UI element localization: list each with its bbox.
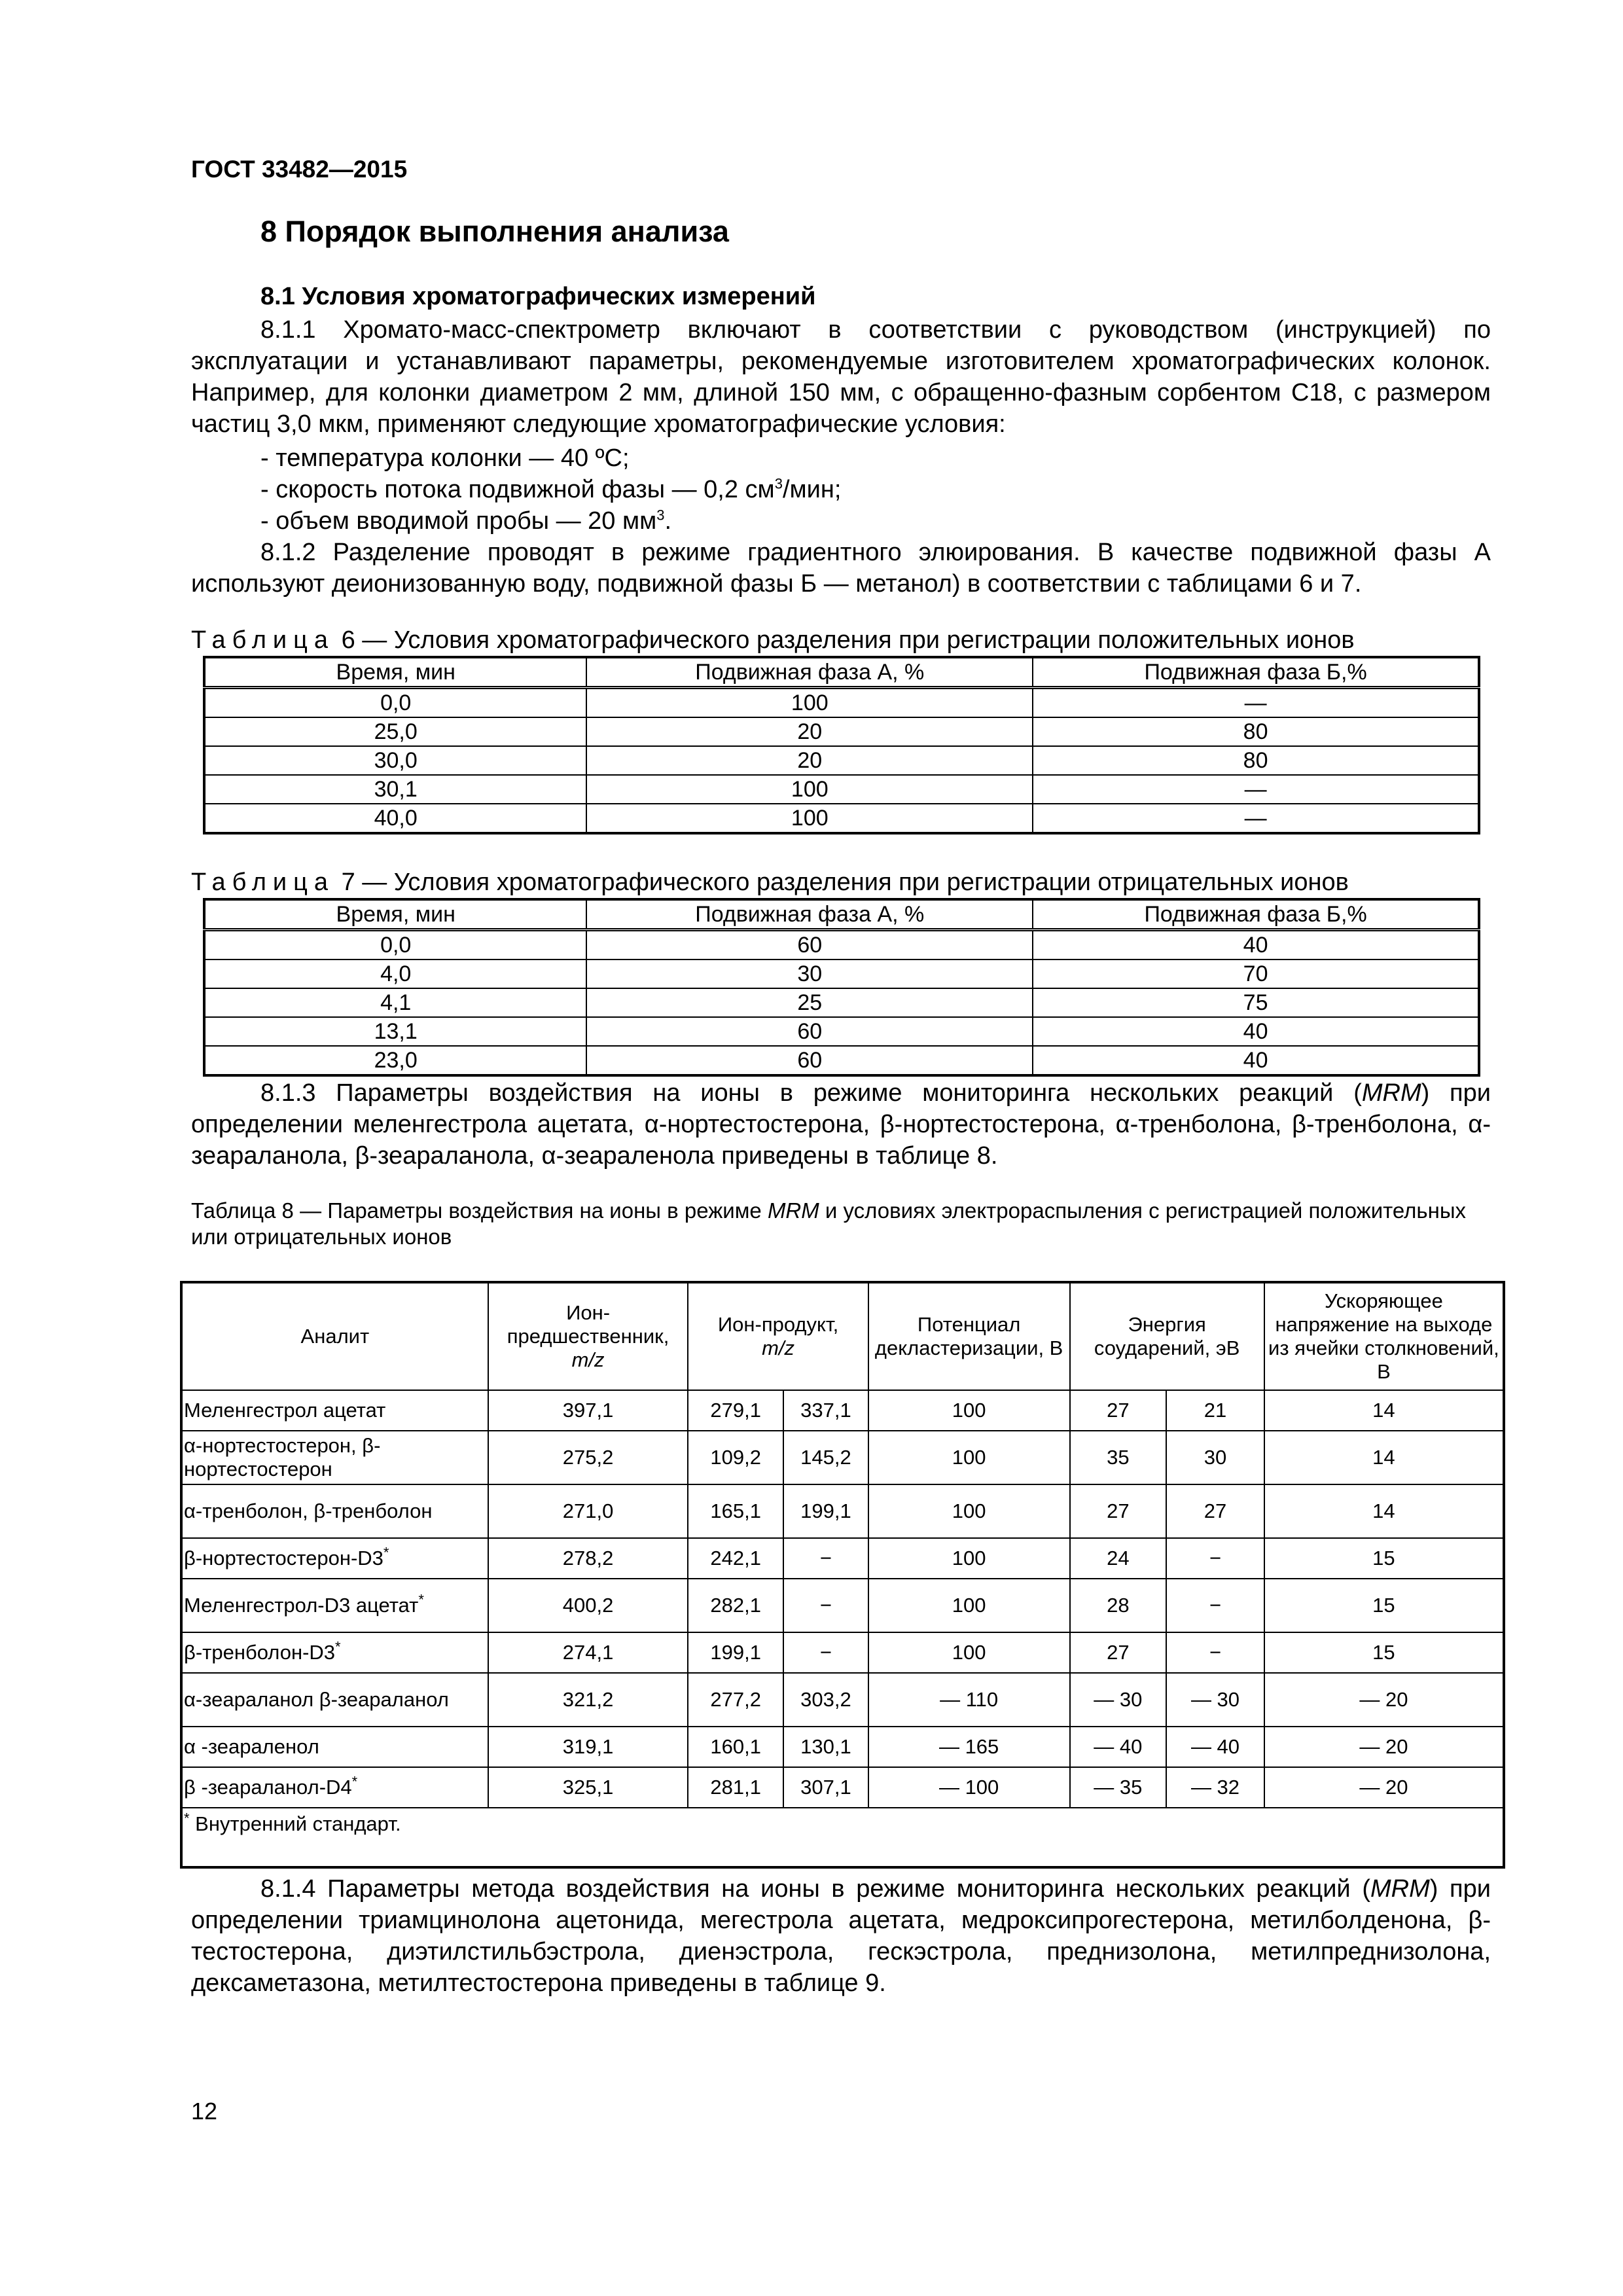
table-cell: — 30 — [1070, 1673, 1167, 1727]
footnote-text: Внутренний стандарт. — [189, 1812, 401, 1835]
table-cell: — 100 — [868, 1767, 1070, 1808]
volume-text: - объем вводимой пробы — 20 мм — [260, 507, 657, 535]
table-8-caption-b: и условиях электрораспыления с регистрацией положительных или отрицательных ионов — [191, 1198, 1467, 1249]
mrm-abbr: MRM — [1370, 1875, 1430, 1903]
table-cell: − — [783, 1579, 868, 1632]
table-cell: 35 — [1070, 1431, 1167, 1484]
p814-text-a: 8.1.4 Параметры метода воздействия на ионы в режиме мониторинга нескольких реакций ( — [260, 1875, 1370, 1903]
paragraph-8-1-2-text: 8.1.2 Разделение проводят в режиме градиентного элюирования. В качестве подвижной фазы А используют деионизованную воду, подвижной фазы Б — метанол) в соответствии с таблицами 6 и 7. — [191, 539, 1491, 598]
table-cell: − — [783, 1538, 868, 1579]
table-cell: 282,1 — [688, 1579, 783, 1632]
analyte-name — [181, 1538, 488, 1579]
p813-text-b: ) при определении меленгестрола ацетата, α-нортестостерона, β-нортестостерона, α-тренболона, β-тренболона, α-зеараланола, β-зеараланола, α-зеараленола приведены в таблице 8. — [191, 1079, 1491, 1170]
paragraph-8-1-4 — [191, 1873, 1491, 1999]
volume-superscript: 3 — [656, 507, 665, 524]
table-header-row — [204, 899, 1479, 930]
table-cell: 100 — [586, 775, 1033, 804]
footnote-mark: * — [184, 1810, 190, 1827]
table-cell: 275,2 — [488, 1431, 688, 1484]
table-cell: − — [1166, 1538, 1264, 1579]
internal-standard-mark: * — [335, 1638, 341, 1655]
table-row — [204, 804, 1479, 833]
table-header-row — [204, 657, 1479, 688]
header-product-ion — [688, 1282, 868, 1390]
table-cell: 25,0 — [204, 717, 586, 746]
table-row — [204, 930, 1479, 960]
condition-temperature: - температура колонки — 40 ºС; — [260, 444, 630, 472]
table-cell: — 165 — [868, 1727, 1070, 1767]
table-cell: 199,1 — [688, 1632, 783, 1673]
table-cell: 75 — [1033, 988, 1479, 1017]
analyte-name — [181, 1767, 488, 1808]
header-precursor-text: Ион-предшественник, — [507, 1301, 669, 1348]
table-cell: — 30 — [1166, 1673, 1264, 1727]
table-7-caption-lead: Таблица — [191, 869, 334, 896]
table-row — [181, 1632, 1504, 1673]
table-cell: 160,1 — [688, 1727, 783, 1767]
table-7 — [203, 898, 1480, 1077]
analyte-name-text: Меленгестрол ацетат — [184, 1399, 386, 1422]
table-cell: — 20 — [1264, 1673, 1504, 1727]
table-footnote — [181, 1808, 1504, 1867]
table-cell: 21 — [1166, 1390, 1264, 1431]
table-6-caption-lead: Таблица — [191, 626, 334, 654]
p814-text-b: ) при определении триамцинолона ацетонида, мегестрола ацетата, медроксипрогестерона, метилболденона, β-тестостерона, диэтилстильбэстрола, диенэстрола, гескэстрола, преднизолона, метилпреднизолона, дексаметазона, метилтестостерона приведены в таблице 9. — [191, 1875, 1491, 1997]
table-cell: 20 — [586, 746, 1033, 775]
table-8-caption — [191, 1198, 1491, 1250]
table-row — [204, 775, 1479, 804]
table-cell: 25 — [586, 988, 1033, 1017]
table-header-cell: Подвижная фаза Б,% — [1033, 657, 1479, 688]
paragraph-8-1-3-text — [191, 1077, 1491, 1172]
analyte-name — [181, 1727, 488, 1767]
table-row — [204, 1017, 1479, 1046]
table-cell: 27 — [1070, 1632, 1167, 1673]
table-cell: 281,1 — [688, 1767, 783, 1808]
table-cell: 40 — [1033, 930, 1479, 960]
table-cell: — — [1033, 775, 1479, 804]
condition-injection-volume — [260, 505, 671, 537]
table-cell: 14 — [1264, 1390, 1504, 1431]
table-header-row — [181, 1282, 1504, 1390]
table-cell: 400,2 — [488, 1579, 688, 1632]
table-cell: 307,1 — [783, 1767, 868, 1808]
table-cell: 15 — [1264, 1538, 1504, 1579]
table-cell: 397,1 — [488, 1390, 688, 1431]
table-row — [181, 1579, 1504, 1632]
table-cell: 303,2 — [783, 1673, 868, 1727]
table-cell: 321,2 — [488, 1673, 688, 1727]
table-cell: 23,0 — [204, 1046, 586, 1075]
analyte-name — [181, 1390, 488, 1431]
table-cell: 80 — [1033, 746, 1479, 775]
table-cell: 0,0 — [204, 688, 586, 718]
subsection-title: 8.1 Условия хроматографических измерений — [260, 283, 816, 310]
table-cell: 277,2 — [688, 1673, 783, 1727]
table-cell: 14 — [1264, 1431, 1504, 1484]
p813-text-a: 8.1.3 Параметры воздействия на ионы в режиме мониторинга нескольких реакций ( — [260, 1079, 1362, 1107]
table-cell: 28 — [1070, 1579, 1167, 1632]
analyte-name — [181, 1431, 488, 1484]
table-cell: — — [1033, 688, 1479, 718]
table-cell: — 20 — [1264, 1767, 1504, 1808]
table-cell: 109,2 — [688, 1431, 783, 1484]
analyte-name — [181, 1673, 488, 1727]
table-7-caption-text: 7 — Условия хроматографического разделения при регистрации отрицательных ионов — [341, 869, 1349, 896]
table-cell: 199,1 — [783, 1484, 868, 1538]
table-cell: 60 — [586, 930, 1033, 960]
table-cell: 279,1 — [688, 1390, 783, 1431]
header-precursor-unit: m/z — [571, 1348, 605, 1371]
paragraph-8-1-1-text: 8.1.1 Хромато-масс-спектрометр включают в соответствии с руководством (инструкцией) по эксплуатации и устанавливают параметры, рекомендуемые изготовителем хроматографических колонок. Например, для колонки диаметром 2 мм, длиной 150 мм, с обращенно-фазным сорбентом С18, с размером частиц 3,0 мкм, применяют следующие хроматографические условия: — [191, 316, 1491, 438]
table-cell: − — [1166, 1632, 1264, 1673]
internal-standard-mark: * — [383, 1544, 389, 1561]
table-cell: 60 — [586, 1017, 1033, 1046]
table-cell: 30 — [1166, 1431, 1264, 1484]
table-cell: 4,1 — [204, 988, 586, 1017]
table-row — [204, 988, 1479, 1017]
analyte-name-text: α -зеараленол — [184, 1735, 319, 1758]
mrm-abbr: MRM — [1361, 1079, 1421, 1107]
table-cell: 20 — [586, 717, 1033, 746]
table-6-caption — [191, 626, 1355, 655]
header-exit-potential: Ускоряющее напряжение на выходе из ячейки столкновений, В — [1264, 1282, 1504, 1390]
table-cell: 0,0 — [204, 930, 586, 960]
table-row — [181, 1673, 1504, 1727]
header-product-text: Ион-продукт, — [717, 1313, 839, 1336]
table-cell: 60 — [586, 1046, 1033, 1075]
condition-flow-rate — [260, 474, 841, 505]
analyte-name — [181, 1579, 488, 1632]
table-6-caption-text: 6 — Условия хроматографического разделения при регистрации положительных ионов — [341, 626, 1355, 654]
header-analyte: Аналит — [181, 1282, 488, 1390]
table-8-caption-a: Таблица 8 — Параметры воздействия на ионы в режиме — [191, 1198, 768, 1223]
table-cell: 278,2 — [488, 1538, 688, 1579]
table-cell: 319,1 — [488, 1727, 688, 1767]
analyte-name-text: α-тренболон, β-тренболон — [184, 1499, 433, 1522]
page-number: 12 — [191, 2098, 218, 2125]
table-row — [181, 1767, 1504, 1808]
table-header-cell: Время, мин — [204, 657, 586, 688]
table-cell: − — [1166, 1579, 1264, 1632]
table-row — [204, 717, 1479, 746]
table-row — [181, 1538, 1504, 1579]
table-cell: 30,1 — [204, 775, 586, 804]
header-product-unit: m/z — [762, 1336, 795, 1359]
table-cell: 145,2 — [783, 1431, 868, 1484]
table-cell: 40 — [1033, 1017, 1479, 1046]
table-row — [204, 746, 1479, 775]
table-cell: 100 — [868, 1579, 1070, 1632]
document-header: ГОСТ 33482—2015 — [191, 156, 408, 183]
table-cell: 100 — [868, 1484, 1070, 1538]
table-6 — [203, 656, 1480, 834]
table-cell: 325,1 — [488, 1767, 688, 1808]
table-header-cell: Подвижная фаза А, % — [586, 657, 1033, 688]
table-cell: — 110 — [868, 1673, 1070, 1727]
table-cell: 100 — [868, 1390, 1070, 1431]
section-title: 8 Порядок выполнения анализа — [260, 215, 729, 248]
internal-standard-mark: * — [351, 1773, 358, 1790]
table-row — [204, 1046, 1479, 1075]
table-row — [181, 1484, 1504, 1538]
table-cell: 40 — [1033, 1046, 1479, 1075]
table-8-caption-mrm: MRM — [767, 1198, 819, 1223]
table-cell: 130,1 — [783, 1727, 868, 1767]
table-cell: 70 — [1033, 960, 1479, 988]
internal-standard-mark: * — [418, 1591, 424, 1608]
analyte-name-text: α-зеараланол β-зеараланол — [184, 1688, 449, 1711]
table-row — [181, 1431, 1504, 1484]
table-cell: 271,0 — [488, 1484, 688, 1538]
table-cell: − — [783, 1632, 868, 1673]
table-cell: 80 — [1033, 717, 1479, 746]
table-cell: — 40 — [1166, 1727, 1264, 1767]
table-footnote-row — [181, 1808, 1504, 1867]
table-cell: 100 — [868, 1538, 1070, 1579]
table-cell: 274,1 — [488, 1632, 688, 1673]
table-cell: 100 — [586, 804, 1033, 833]
header-precursor-ion — [488, 1282, 688, 1390]
analyte-name-text: β-тренболон-D3 — [184, 1641, 336, 1664]
table-cell: — 32 — [1166, 1767, 1264, 1808]
table-cell: 27 — [1166, 1484, 1264, 1538]
table-cell: 337,1 — [783, 1390, 868, 1431]
table-cell: 100 — [868, 1431, 1070, 1484]
table-cell: 13,1 — [204, 1017, 586, 1046]
table-cell: 40,0 — [204, 804, 586, 833]
table-cell: 4,0 — [204, 960, 586, 988]
analyte-name — [181, 1484, 488, 1538]
flow-unit-tail: /мин; — [782, 476, 842, 503]
analyte-name — [181, 1632, 488, 1673]
header-declustering-potential: Потенциал декластеризации, В — [868, 1282, 1070, 1390]
header-collision-energy: Энергия соударений, эВ — [1070, 1282, 1264, 1390]
table-cell: 165,1 — [688, 1484, 783, 1538]
flow-superscript: 3 — [774, 475, 783, 492]
table-header-cell: Подвижная фаза А, % — [586, 899, 1033, 930]
table-cell: 15 — [1264, 1632, 1504, 1673]
table-cell: 100 — [868, 1632, 1070, 1673]
table-cell: — 40 — [1070, 1727, 1167, 1767]
table-cell: 242,1 — [688, 1538, 783, 1579]
table-cell: 27 — [1070, 1484, 1167, 1538]
volume-tail: . — [664, 507, 672, 535]
table-cell: — 35 — [1070, 1767, 1167, 1808]
table-row — [181, 1390, 1504, 1431]
analyte-name-text: β-нортестостерон-D3 — [184, 1547, 383, 1570]
paragraph-8-1-3 — [191, 1077, 1491, 1172]
table-row — [204, 960, 1479, 988]
table-cell: 30 — [586, 960, 1033, 988]
table-row — [181, 1727, 1504, 1767]
table-header-cell: Время, мин — [204, 899, 586, 930]
table-row — [204, 688, 1479, 718]
table-cell: 30,0 — [204, 746, 586, 775]
table-cell: 14 — [1264, 1484, 1504, 1538]
paragraph-8-1-1 — [191, 314, 1491, 440]
table-8 — [180, 1281, 1505, 1869]
flow-text: - скорость потока подвижной фазы — 0,2 см — [260, 476, 775, 503]
table-cell: — 20 — [1264, 1727, 1504, 1767]
paragraph-8-1-2 — [191, 537, 1491, 600]
table-header-cell: Подвижная фаза Б,% — [1033, 899, 1479, 930]
analyte-name-text: α-нортестостерон, β-нортестостерон — [184, 1434, 381, 1480]
table-7-caption — [191, 868, 1349, 897]
paragraph-8-1-4-text — [191, 1873, 1491, 1999]
table-cell: 100 — [586, 688, 1033, 718]
analyte-name-text: β -зеараланол-D4 — [184, 1776, 352, 1799]
table-cell: 15 — [1264, 1579, 1504, 1632]
table-cell: — — [1033, 804, 1479, 833]
table-cell: 24 — [1070, 1538, 1167, 1579]
analyte-name-text: Меленгестрол-D3 ацетат — [184, 1594, 419, 1617]
table-cell: 27 — [1070, 1390, 1167, 1431]
